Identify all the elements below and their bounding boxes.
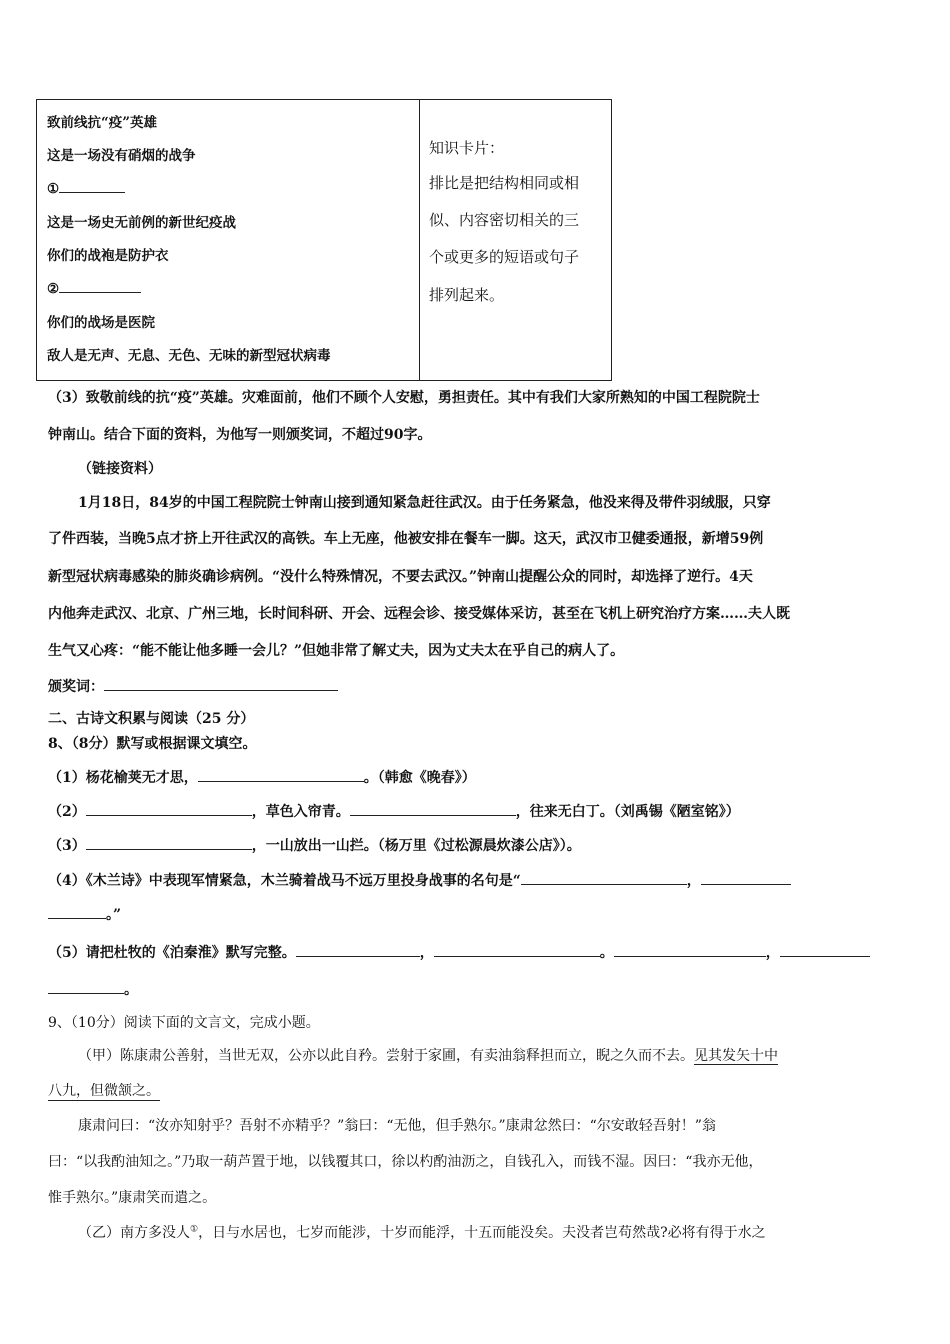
- q8-item-1[interactable]: （1）杨花榆荚无才思， 。（韩愈《晚春》）: [48, 766, 476, 787]
- q8-item-5[interactable]: （5）请把杜牧的《泊秦淮》默写完整。 ， 。 ，: [48, 941, 870, 962]
- poem-line: 这是一场史无前例的新世纪疫战: [47, 215, 236, 231]
- award-field[interactable]: 颁奖词：: [48, 675, 338, 696]
- passage-jia: 惟手熟尔。”康肃笑而遣之。: [48, 1190, 217, 1206]
- q3-prompt: 钟南山。结合下面的资料，为他写一则颁奖词，不超过90字。: [48, 427, 432, 443]
- poem-line: 你们的战袍是防护衣: [47, 248, 169, 264]
- passage-jia: （甲）陈康肃公善射，当世无双，公亦以此自矜。尝射于家圃，有卖油翁释担而立，睨之久而不去。见其发矢十中: [78, 1048, 778, 1064]
- q8-item-5-cont[interactable]: 。: [48, 978, 138, 999]
- poem-line: 你们的战场是医院: [47, 315, 155, 331]
- link-material-label: （链接资料）: [78, 461, 162, 477]
- underlined-sentence: 见其发矢十中: [694, 1048, 778, 1064]
- q8-item-3[interactable]: （3） ，一山放出一山拦。（杨万里《过松源晨炊漆公店》）。: [48, 834, 581, 855]
- q8-title: 8、（8分）默写或根据课文填空。: [48, 736, 257, 752]
- poem-blank-1[interactable]: ①: [47, 177, 125, 197]
- q3-prompt: （3）致敬前线的抗“疫”英雄。灾难面前，他们不顾个人安慰，勇担责任。其中有我们大家所熟知的中国工程院院士: [48, 390, 760, 406]
- passage-jia: 康肃问曰：“汝亦知射乎？吾射不亦精乎？”翁曰：“无他，但手熟尔。”康肃忿然曰：“尔安敢轻吾射！”翁: [78, 1118, 716, 1134]
- poem-line: 敌人是无声、无息、无色、无味的新型冠状病毒: [47, 348, 331, 364]
- section-heading: 二、古诗文积累与阅读（25 分）: [48, 711, 255, 727]
- material-text: 内他奔走武汉、北京、广州三地，长时间科研、开会、远程会诊、接受媒体采访，甚至在飞机上研究治疗方案……夫人既: [48, 606, 790, 622]
- poem-line: 这是一场没有硝烟的战争: [47, 148, 196, 164]
- passage-jia: 曰：“以我酌油知之。”乃取一葫芦置于地，以钱覆其口，徐以杓酌油沥之，自钱孔入，而钱不湿。因曰：“我亦无他，: [48, 1154, 763, 1170]
- poem-table: [36, 99, 612, 381]
- underlined-sentence: 八九，但微颔之。: [48, 1080, 160, 1101]
- q8-item-4[interactable]: （4）《木兰诗》中表现军情紧急，木兰骑着战马不远万里投身战事的名句是“ ，: [48, 869, 791, 890]
- poem-title: 致前线抗“疫”英雄: [47, 115, 158, 131]
- table-divider: [419, 100, 420, 380]
- knowledge-card-title: 知识卡片：: [429, 139, 505, 157]
- knowledge-card-line: 排列起来。: [429, 286, 505, 304]
- q8-item-4-cont[interactable]: 。”: [48, 903, 121, 924]
- material-text: 生气又心疼：“能不能让他多睡一会儿？”但她非常了解丈夫，因为丈夫太在乎自己的病人了。: [48, 643, 625, 659]
- knowledge-card-line: 似、内容密切相关的三: [429, 211, 580, 229]
- knowledge-card-line: 个或更多的短语或句子: [429, 248, 580, 266]
- footnote-marker: ①: [190, 1224, 199, 1235]
- poem-blank-2[interactable]: ②: [47, 277, 141, 297]
- q9-title: 9、（10分）阅读下面的文言文，完成小题。: [48, 1015, 320, 1031]
- knowledge-card-line: 排比是把结构相同或相: [429, 174, 580, 192]
- material-text: 新型冠状病毒感染的肺炎确诊病例。“没什么特殊情况，不要去武汉。”钟南山提醒公众的同时，却选择了逆行。4天: [48, 569, 753, 585]
- material-text: 了件西装，当晚5点才挤上开往武汉的高铁。车上无座，他被安排在餐车一脚。这天，武汉市卫健委通报，新增59例: [48, 531, 764, 547]
- passage-yi: （乙）南方多没人①，日与水居也，七岁而能涉，十岁而能浮，十五而能没矣。夫没者岂苟然哉?必将有得于水之: [78, 1224, 766, 1241]
- material-text: 1月18日，84岁的中国工程院院士钟南山接到通知紧急赶往武汉。由于任务紧急，他没来得及带件羽绒服，只穿: [78, 495, 771, 511]
- q8-item-2[interactable]: （2） ，草色入帘青。 ，往来无白丁。（刘禹锡《陋室铭》）: [48, 800, 740, 821]
